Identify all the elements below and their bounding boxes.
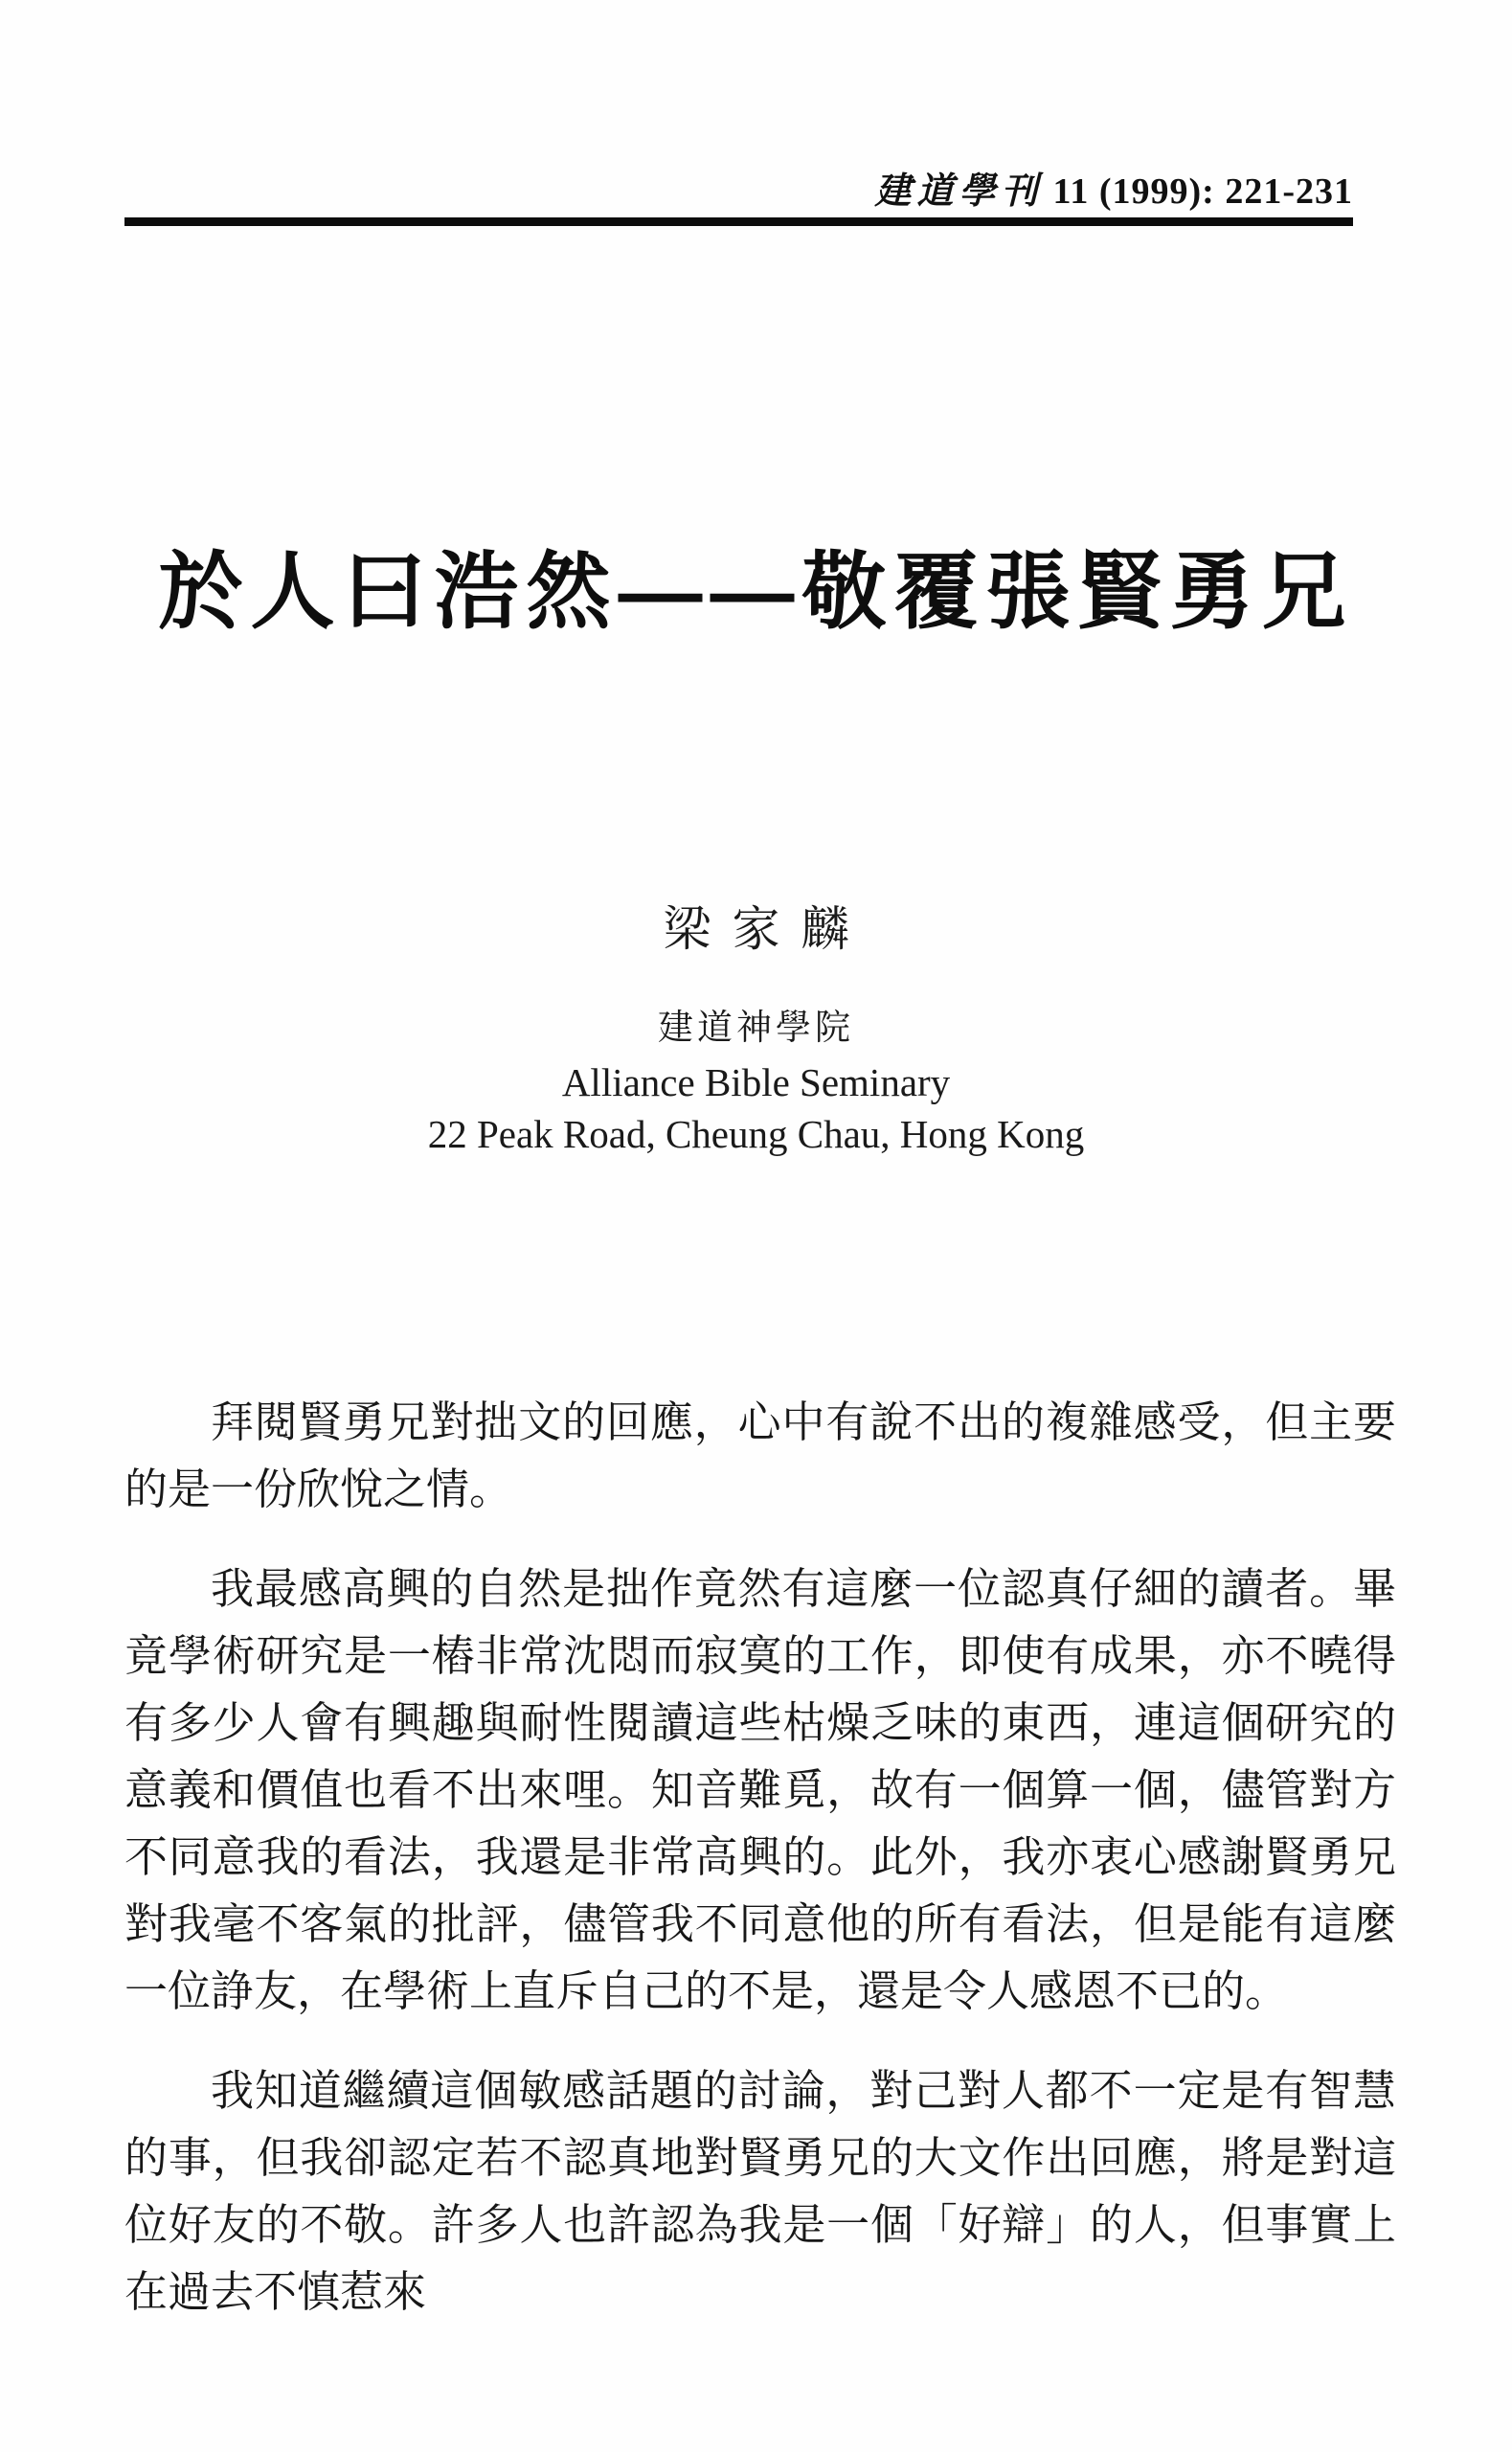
- article-title: 於人曰浩然——敬覆張賢勇兄: [158, 544, 1354, 639]
- affiliation-zh: 建道神學院: [658, 1009, 854, 1048]
- paragraph-2: 我最感高興的自然是拙作竟然有這麼一位認真仔細的讀者。畢竟學術研究是一樁非常沈悶而寂寞的工作，即使有成果，亦不曉得有多少人會有興趣與耐性閱讀這些枯燥乏味的東西，連這個研究的意義和價值也看不出來哩。知音難覓，故有一個算一個，儘管對方不同意我的看法，我還是非常高興的。此外，我亦衷心感謝賢勇兄對我毫不客氣的批評，儘管我不同意他的所有看法，但是能有這麼一位諍友，在學術上直斥自己的不是，還是令人感恩不已的。: [124, 1565, 1396, 2015]
- header-rule: [124, 217, 1353, 226]
- journal-header: [124, 161, 1353, 214]
- paragraph-3: 我知道繼續這個敏感話題的討論，對己對人都不一定是有智慧的事，但我卻認定若不認真地對賢勇兄的大文作出回應，將是對這位好友的不敬。許多人也許認為我是一個「好辯」的人，但事實上在過去不慎惹來: [124, 2067, 1396, 2316]
- author-name: 梁家麟: [663, 902, 870, 956]
- journal-name: 建道學刊: [874, 171, 1044, 212]
- affiliation-address: 22 Peak Road, Cheung Chau, Hong Kong: [427, 1112, 1085, 1156]
- affiliation-en: Alliance Bible Seminary: [561, 1060, 951, 1104]
- article-body: [124, 1389, 1396, 2326]
- paragraph-1: 拜閱賢勇兄對拙文的回應，心中有說不出的複雜感受，但主要的是一份欣悅之情。: [124, 1398, 1396, 1513]
- author-block: [0, 891, 1512, 1157]
- journal-citation: 11 (1999): 221-231: [1052, 171, 1353, 212]
